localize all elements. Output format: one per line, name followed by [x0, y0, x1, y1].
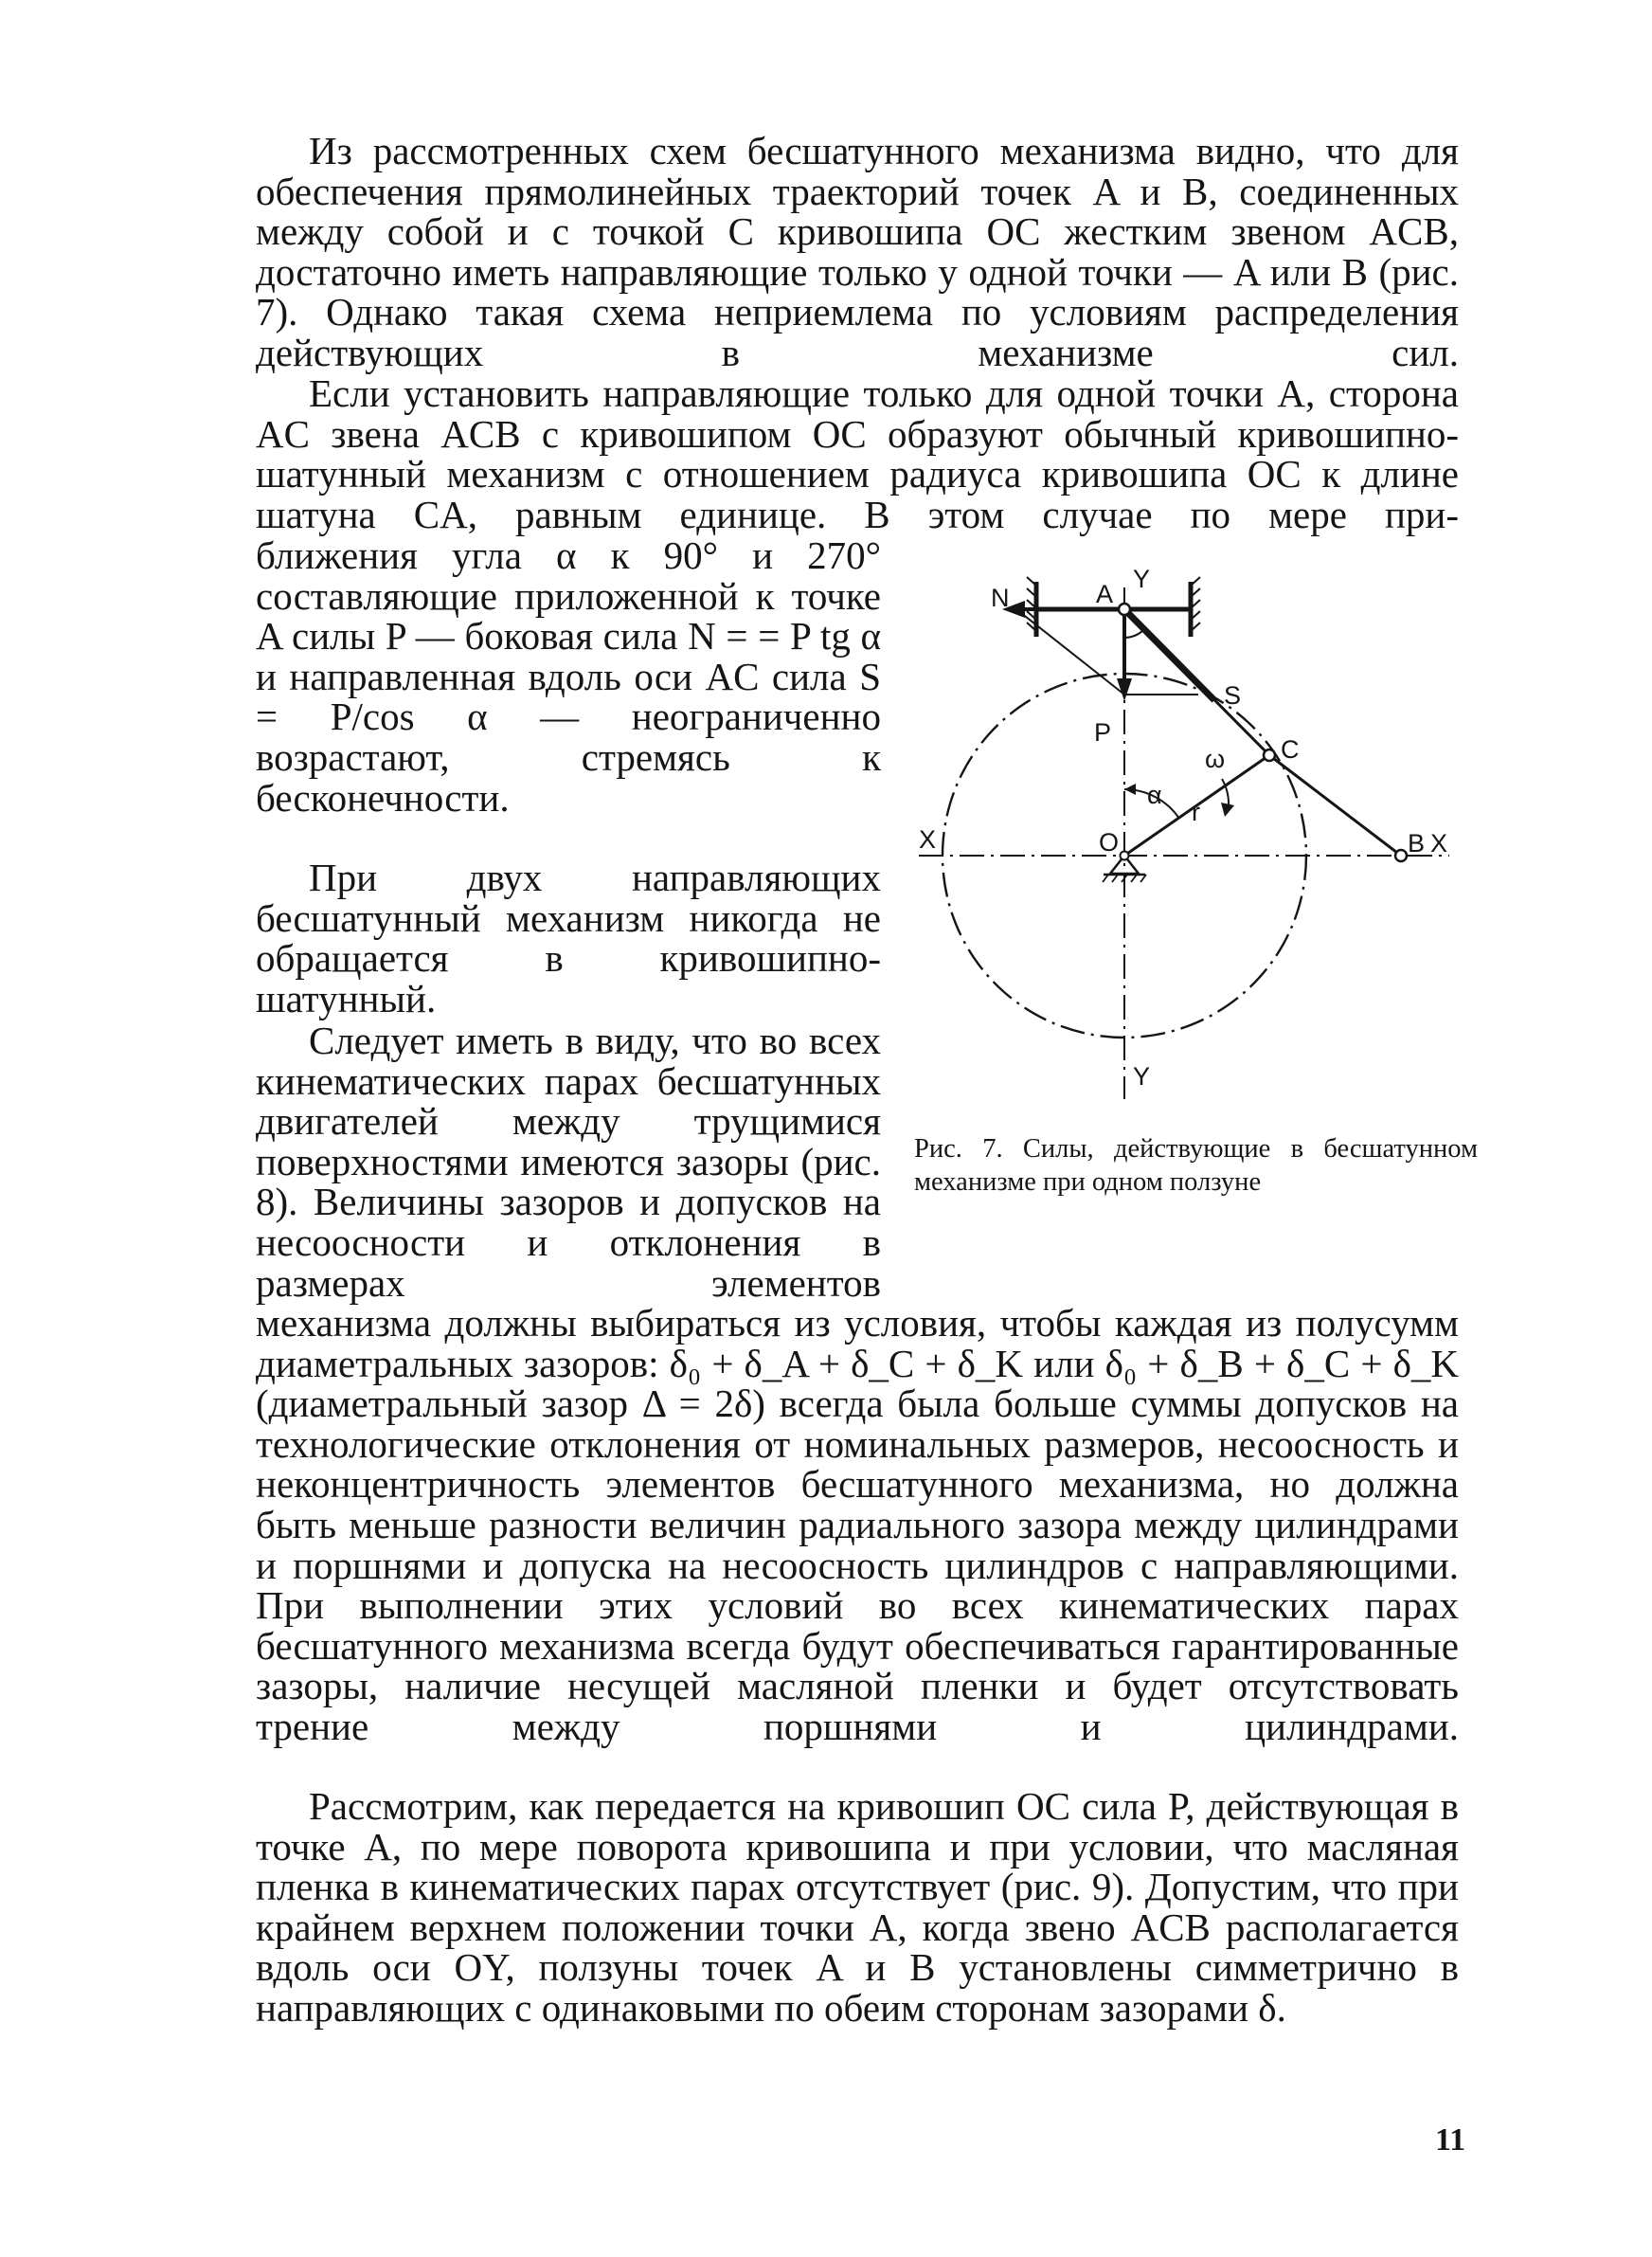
joint-a: [1119, 604, 1130, 615]
paragraph-4-full-width: механизма должны выбираться из условия, чтобы каждая из полусумм диаметральных зазоров: δ₀ + δ_A + δ_C + δ_K или δ₀ + δ_B + δ_C + δ_K (диаметральный зазор Δ = 2δ) всегда была больше суммы допусков на технологические отклонения от номинальных размеров, несоосность и неконцентричность элементов бесшатунного механизма, но должна быть меньше разности величин радиального зазора между цилиндрами и поршнями и допуска на несоосность цилиндров с направляющими. При выполнении этих условий во всех кинематических парах бесшатунного механизма всегда будут обеспечиваться гарантированные зазоры, наличие несущей масляной пленки и будет отсутствовать трение между поршнями и цилиндрами.: [256, 1301, 1459, 1748]
label-p: P: [1094, 718, 1112, 747]
label-alpha: α: [1147, 781, 1162, 809]
omega-arrowhead: [1221, 803, 1234, 817]
label-y-top: Y: [1133, 569, 1151, 593]
label-x-right: X: [1430, 829, 1448, 858]
force-s-vector: [1124, 609, 1214, 700]
label-r: r: [1192, 798, 1200, 826]
figure-7-caption: Рис. 7. Силы, действующие в бесшатунном механизме при одном ползуне: [914, 1134, 1478, 1197]
figure-7-diagram: [909, 569, 1478, 1118]
paragraph-2-full-width: Если установить направляющие только для одной точки A, сторона AC звена ACB с кривошипом OC образуют обычный кривошипно-шатунный механизм с отношением радиуса кривошипа OC к длине шатуна CA, равным единице. В этом случае по мере при-: [256, 371, 1459, 536]
paragraph-3: При двух направляющих бесшатунный механизм никогда не обращается в кривошипно-шатунный.: [256, 856, 881, 1020]
page-number: 11: [1435, 2122, 1466, 2158]
label-omega: ω: [1205, 745, 1226, 773]
label-x-left: X: [919, 825, 937, 854]
joint-o: [1121, 852, 1129, 860]
force-triangle-diag: [1016, 609, 1124, 695]
label-c: C: [1281, 735, 1300, 764]
joint-b: [1395, 850, 1407, 861]
paragraph-5: Рассмотрим, как передается на кривошип OC сила P, действующая в точке A, по мере поворота кривошипа и при условии, что масляная пленка в кинематических парах отсутствует (рис. 9). Допустим, что при крайнем верхнем положении точки A, когда звено ACB располагается вдоль оси OY, ползуны точек A и B установлены симметрично в направляющих с одинаковыми по обеим сторонам зазорами δ.: [256, 1784, 1459, 2030]
label-n: N: [991, 584, 1010, 612]
paragraph-2-wrapped: ближения угла α к 90° и 270° составляющие приложенной к точке A силы P — боковая сила N = = P tg α и направленная вдоль оси AC сила S = P/cos α — неограниченно возрастают, стремясь к бесконечности.: [256, 533, 881, 820]
link-cb: [1269, 755, 1401, 856]
alpha-arrowhead: [1124, 784, 1136, 795]
joint-c: [1264, 749, 1275, 761]
label-a: A: [1096, 580, 1114, 608]
label-o: O: [1099, 828, 1120, 857]
paragraph-1: Из рассмотренных схем бесшатунного механизма видно, что для обеспечения прямолинейных траекторий точек A и B, соединенных между собой и с точкой C кривошипа OC жестким звеном ACB, достаточно иметь направляющие только у одной точки — A или B (рис. 7). Однако такая схема неприемлема по условиям распределения действующих в механизме сил.: [256, 129, 1459, 374]
label-y-bottom: Y: [1133, 1062, 1151, 1091]
label-s: S: [1224, 681, 1242, 710]
label-b: B: [1408, 829, 1426, 858]
paragraph-4-wrapped: Следует иметь в виду, что во всех кинематических парах бесшатунных двигателей между трущимися поверхностями имеются зазоры (рис. 8). Величины зазоров и допусков на несоосности и отклонения в размерах элементов: [256, 1019, 881, 1305]
